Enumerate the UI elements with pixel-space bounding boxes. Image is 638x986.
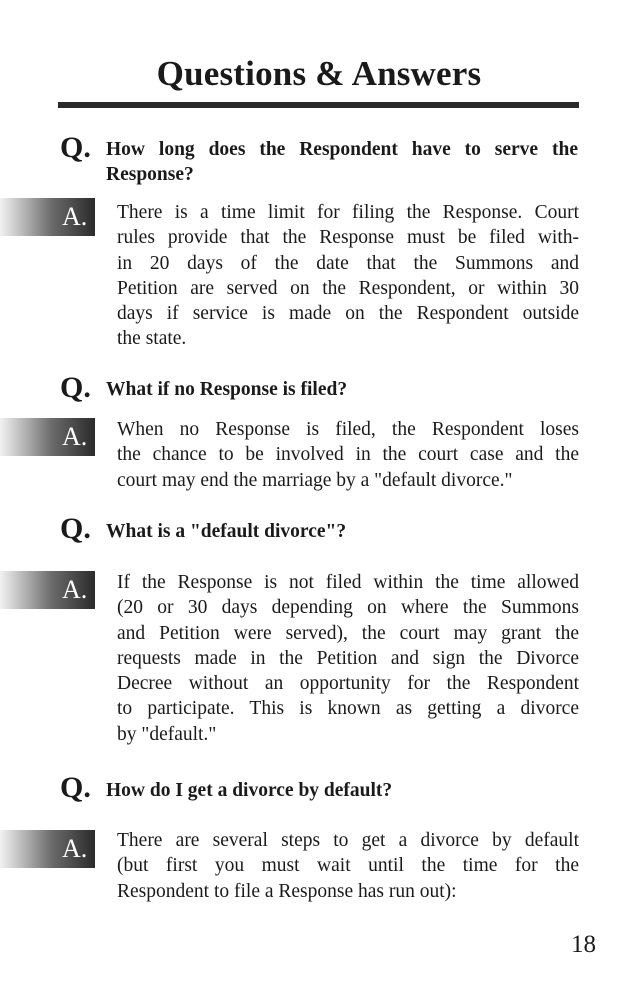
answer-label: A.	[62, 575, 88, 604]
answer-line: the state.	[117, 328, 187, 350]
answer-line: to participate. This is known as getting a divorce	[117, 698, 579, 720]
answer-line: There are several steps to get a divorce by default	[117, 830, 579, 851]
page-number: 18	[571, 931, 596, 958]
question-label: Q.	[60, 131, 91, 164]
answer-line: days if service is made on the Respondent outside	[117, 303, 579, 325]
answer-text	[117, 200, 579, 352]
answer-text	[117, 828, 579, 904]
answer-line: When no Response is filed, the Respondent loses	[117, 419, 579, 440]
answer-line: rules provide that the Response must be filed with-	[117, 227, 579, 249]
question-text: What if no Response is filed?	[106, 379, 348, 400]
answer-line: the chance to be involved in the court case and the	[117, 444, 579, 466]
answer-line: in 20 days of the date that the Summons and	[117, 252, 579, 274]
answer-label: A.	[62, 202, 88, 231]
answer-label: A.	[62, 834, 88, 863]
answer-line: (but first you must wait until the time for the	[117, 855, 579, 877]
answer-line: Petition are served on the Respondent, or within 30	[117, 277, 579, 299]
answer-line: and Petition were served), the court may grant the	[117, 622, 579, 644]
answer-line: Respondent to file a Response has run out):	[117, 880, 457, 902]
question-text: How long does the Respondent have to serve the Response?	[106, 139, 578, 185]
answer-line: Decree without an opportunity for the Respondent	[117, 673, 579, 695]
answer-line: There is a time limit for filing the Response. Court	[117, 202, 579, 223]
answer-text	[117, 570, 579, 747]
answer-label: A.	[62, 422, 88, 451]
page-title: Questions & Answers	[156, 54, 482, 93]
answer-text	[117, 417, 579, 493]
question-text: What is a "default divorce"?	[106, 521, 347, 542]
question-label: Q.	[60, 512, 91, 545]
title-rule	[58, 102, 579, 108]
answer-line: requests made in the Petition and sign the Divorce	[117, 647, 579, 669]
question-label: Q.	[60, 371, 91, 404]
answer-line: If the Response is not filed within the time allowed	[117, 572, 579, 593]
answer-line: by "default."	[117, 723, 217, 745]
question-text: How do I get a divorce by default?	[106, 780, 393, 801]
answer-line: court may end the marriage by a "default divorce."	[117, 469, 513, 491]
answer-line: (20 or 30 days depending on where the Summons	[117, 597, 579, 619]
question-label: Q.	[60, 771, 91, 804]
